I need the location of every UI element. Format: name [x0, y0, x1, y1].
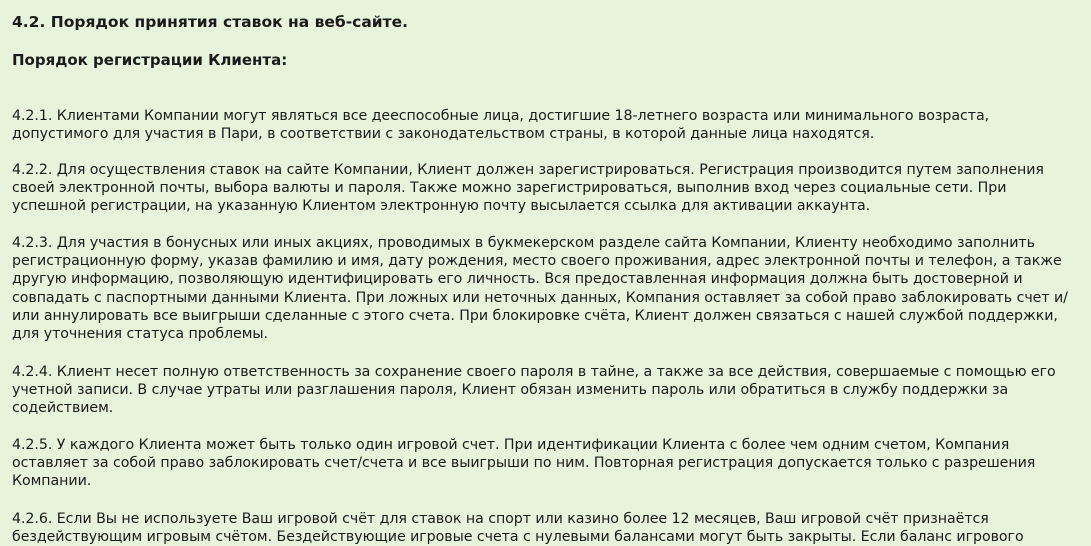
section-title: 4.2. Порядок принятия ставок на веб-сайте. [12, 13, 409, 31]
subsection-title: Порядок регистрации Клиента: [12, 51, 288, 69]
paragraph-4-2-6: 4.2.6. Если Вы не используете Ваш игровой счёт для ставок на спорт или казино более 12 месяцев, Ваш игровой счёт признаётся бездействующим игровым счётом. Бездействующие игровые счета с нулевыми балансами могут быть закрыты. Если баланс игрового [12, 511, 1024, 546]
paragraph-4-2-5: 4.2.5. У каждого Клиента может быть только один игровой счет. При идентификации Клиента с более чем одним счетом, Компания оставляет за собой право заблокировать счет/счета и все выигрыши по ним. Повторная регистрация допускается только с разрешения Компании. [12, 437, 1036, 490]
paragraph-4-2-2: 4.2.2. Для осуществления ставок на сайте Компании, Клиент должен зарегистрироваться. Регистрация производится путем заполнения своей электронной почты, выбора валюты и пароля. Также можно зарегистрироваться, выполнив вход через социальные сети. При успешной регистрации, на указанную Клиентом электронную почту высылается ссылка для активации аккаунта. [12, 162, 1044, 215]
paragraph-4-2-4: 4.2.4. Клиент несет полную ответственность за сохранение своего пароля в тайне, а также за все действия, совершаемые с помощью его учетной записи. В случае утраты или разглашения пароля, Клиент обязан изменить пароль или обратиться в службу поддержки за содействием. [12, 364, 1056, 417]
paragraph-4-2-3: 4.2.3. Для участия в бонусных или иных акциях, проводимых в букмекерском разделе сайта Компании, Клиенту необходимо заполнить регистрационную форму, указав фамилию и имя, дату рождения, место своего проживания, адрес электронной почты и телефон, а также другую информацию, позволяющую идентифицировать его личность. Вся предоставленная информация должна быть достоверной и совпадать с паспортными данными Клиента. При ложных или неточных данных, Компания оставляет за собой право заблокировать счет и/или аннулировать все выигрыши сделанные с этого счета. При блокировке счёта, Клиент должен связаться с нашей службой поддержки, для уточнения статуса проблемы. [12, 235, 1068, 343]
paragraph-4-2-1: 4.2.1. Клиентами Компании могут являться все дееспособные лица, достигшие 18-летнего возраста или минимального возраста, допустимого для участия в Пари, в соответствии с законодательством страны, в которой данные лица находятся. [12, 108, 990, 143]
